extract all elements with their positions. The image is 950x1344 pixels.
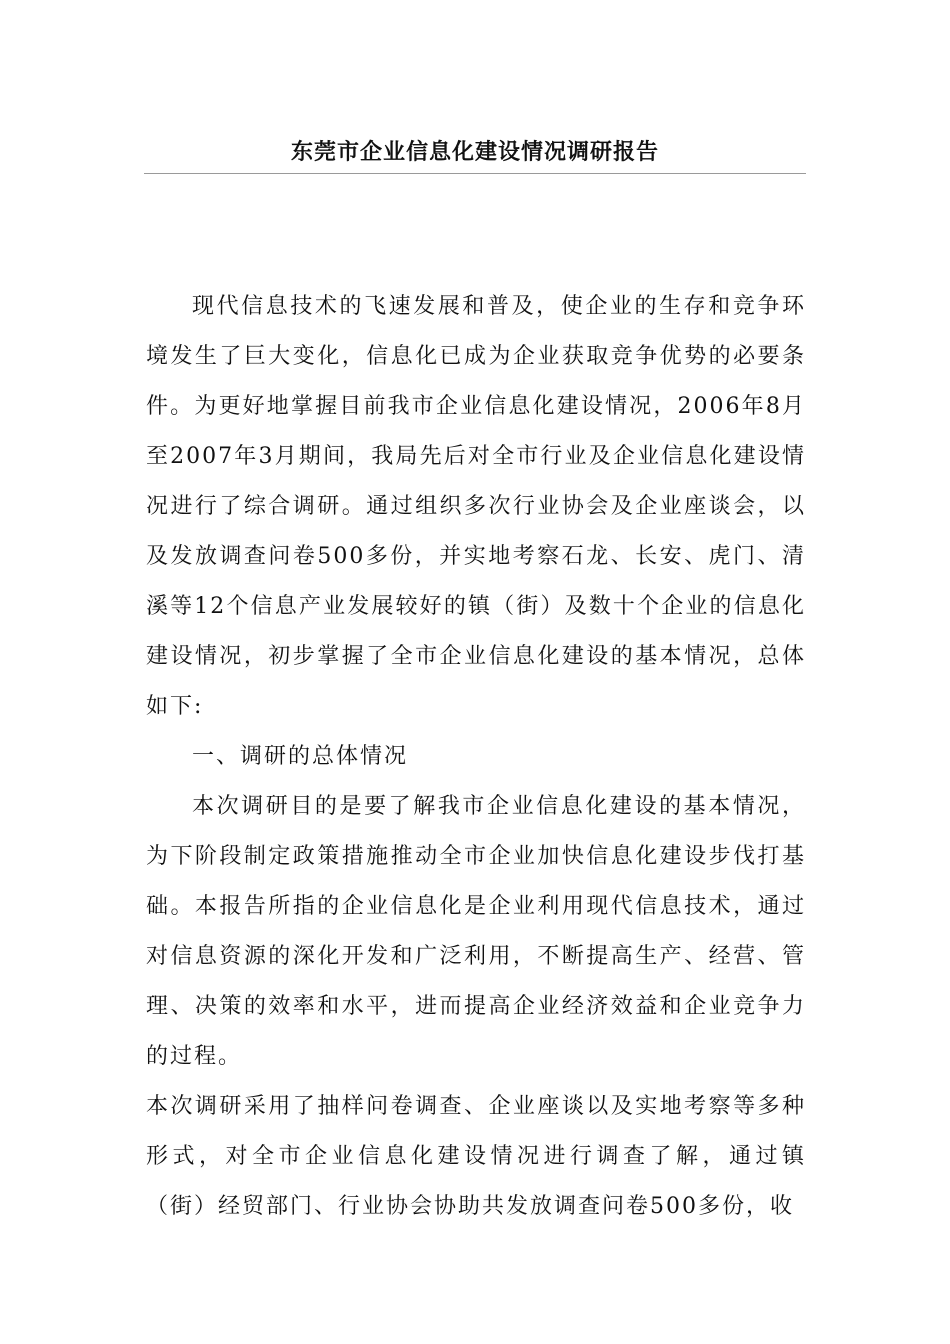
document-body xyxy=(146,282,806,1232)
purpose-paragraph: 本次调研目的是要了解我市企业信息化建设的基本情况，为下阶段制定政策措施推动全市企业加快信息化建设步伐打基础。本报告所指的企业信息化是企业利用现代信息技术，通过对信息资源的深化开发和广泛利用，不断提高生产、经营、管理、决策的效率和水平，进而提高企业经济效益和企业竞争力的过程。 xyxy=(146,794,806,1069)
document-title: 东莞市企业信息化建设情况调研报告 xyxy=(290,139,659,165)
method-paragraph: 本次调研采用了抽样问卷调查、企业座谈以及实地考察等多种形式，对全市企业信息化建设情况进行调查了解，通过镇（街）经贸部门、行业协会协助共发放调查问卷500多份，收 xyxy=(146,1094,806,1219)
title-divider xyxy=(144,173,806,174)
section-heading: 一、调研的总体情况 xyxy=(192,744,409,769)
intro-paragraph: 现代信息技术的飞速发展和普及，使企业的生存和竞争环境发生了巨大变化，信息化已成为企业获取竞争优势的必要条件。为更好地掌握目前我市企业信息化建设情况，2006年8月至2007年3月期间，我局先后对全市行业及企业信息化建设情况进行了综合调研。通过组织多次行业协会及企业座谈会，以及发放调查问卷500多份，并实地考察石龙、长安、虎门、清溪等12个信息产业发展较好的镇（街）及数十个企业的信息化建设情况，初步掌握了全市企业信息化建设的基本情况，总体如下: xyxy=(146,294,806,719)
